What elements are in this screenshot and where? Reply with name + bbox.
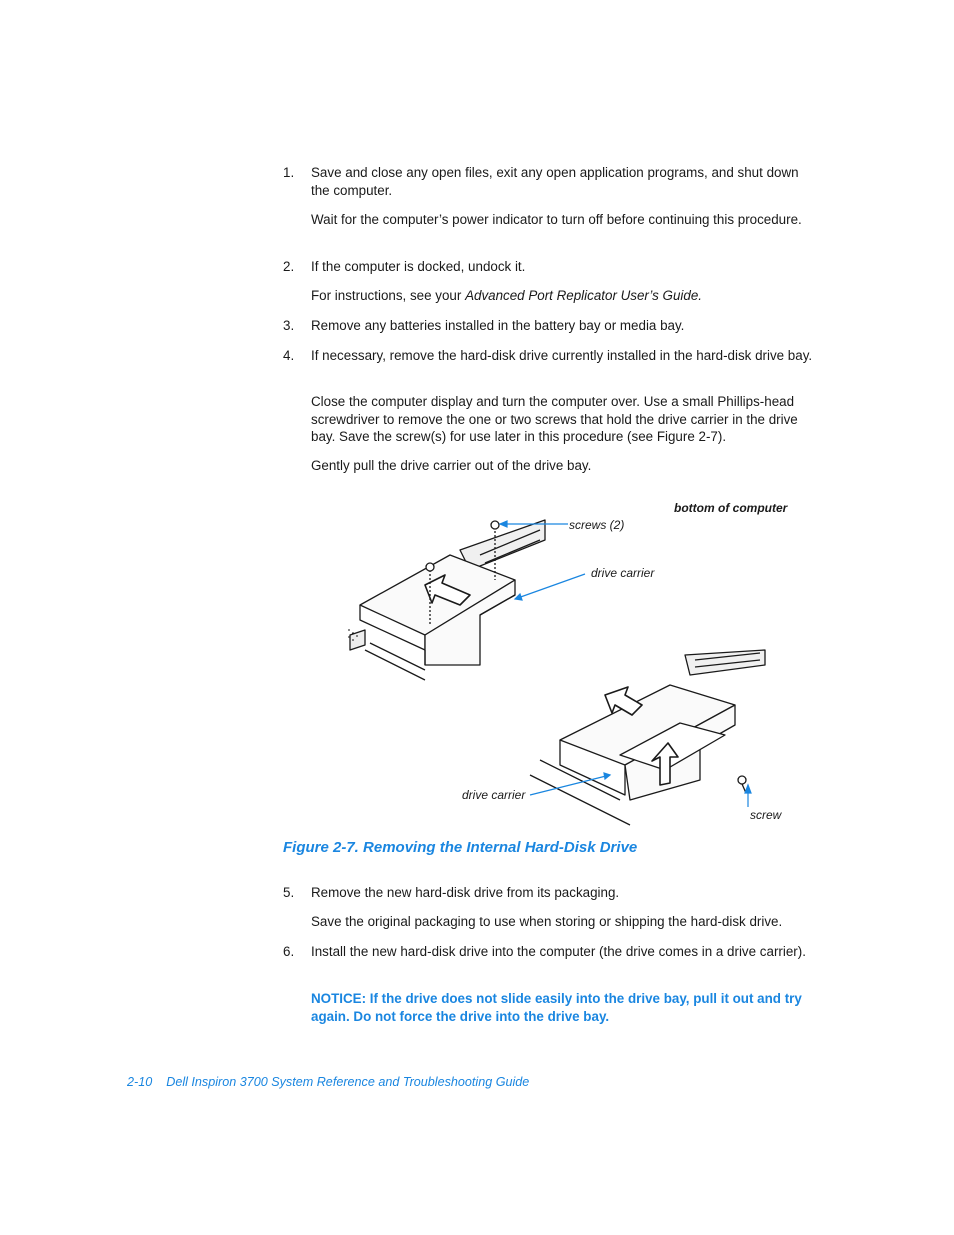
figure-label-carrier-bottom: drive carrier bbox=[462, 788, 526, 802]
step-text: If the computer is docked, undock it. bbox=[311, 259, 526, 274]
drive-removal-illustration bbox=[330, 495, 780, 835]
notice: NOTICE: If the drive does not slide easily into the drive bay, pull it out and try again. Do not force the drive into the drive bay. bbox=[311, 991, 802, 1024]
list-item bbox=[283, 317, 813, 335]
page-footer bbox=[127, 1075, 529, 1089]
instructions-prefix: For instructions, see your bbox=[311, 288, 466, 303]
figure-label-screw: screw bbox=[750, 808, 782, 822]
paragraph: Gently pull the drive carrier out of the drive bay. bbox=[311, 458, 592, 473]
paragraph: Wait for the computer’s power indicator to turn off before continuing this procedure. bbox=[311, 212, 802, 227]
figure-label-screws: screws (2) bbox=[569, 518, 625, 532]
step-text: Save and close any open files, exit any open application programs, and shut down the computer. bbox=[311, 165, 799, 198]
list-item bbox=[283, 164, 813, 199]
paragraph: Close the computer display and turn the computer over. Use a small Phillips-head screwdriver to remove the one or two screws that hold the drive carrier in the drive bay. Save the screw(s) for use later in this procedure (see Figure 2-7). bbox=[311, 394, 798, 444]
list-item bbox=[283, 943, 813, 961]
page-number: 2-10 bbox=[127, 1075, 153, 1089]
list-item bbox=[283, 347, 813, 365]
paragraph: Save the original packaging to use when storing or shipping the hard-disk drive. bbox=[311, 914, 783, 929]
step-number: 1. bbox=[283, 165, 295, 180]
step-number: 4. bbox=[283, 348, 295, 363]
step-number: 2. bbox=[283, 259, 295, 274]
step-text: Remove any batteries installed in the battery bay or media bay. bbox=[311, 318, 685, 333]
figure-label-carrier-top: drive carrier bbox=[591, 566, 655, 580]
list-item bbox=[283, 884, 813, 902]
figure-caption: Figure 2-7. Removing the Internal Hard-Disk Drive bbox=[283, 839, 638, 856]
paragraph bbox=[311, 287, 816, 305]
step-text: Install the new hard-disk drive into the computer (the drive comes in a drive carrier). bbox=[311, 944, 806, 959]
footer-title: Dell Inspiron 3700 System Reference and Troubleshooting Guide bbox=[166, 1075, 530, 1089]
step-number: 5. bbox=[283, 885, 295, 900]
list-item bbox=[283, 258, 813, 276]
figure-label-bottom: bottom of computer bbox=[674, 501, 788, 515]
step-text: If necessary, remove the hard-disk drive currently installed in the hard-disk drive bay. bbox=[311, 348, 813, 363]
step-number: 3. bbox=[283, 318, 295, 333]
step-text: Remove the new hard-disk drive from its packaging. bbox=[311, 885, 620, 900]
guide-title: Advanced Port Replicator User’s Guide. bbox=[465, 288, 702, 303]
step-number: 6. bbox=[283, 944, 295, 959]
